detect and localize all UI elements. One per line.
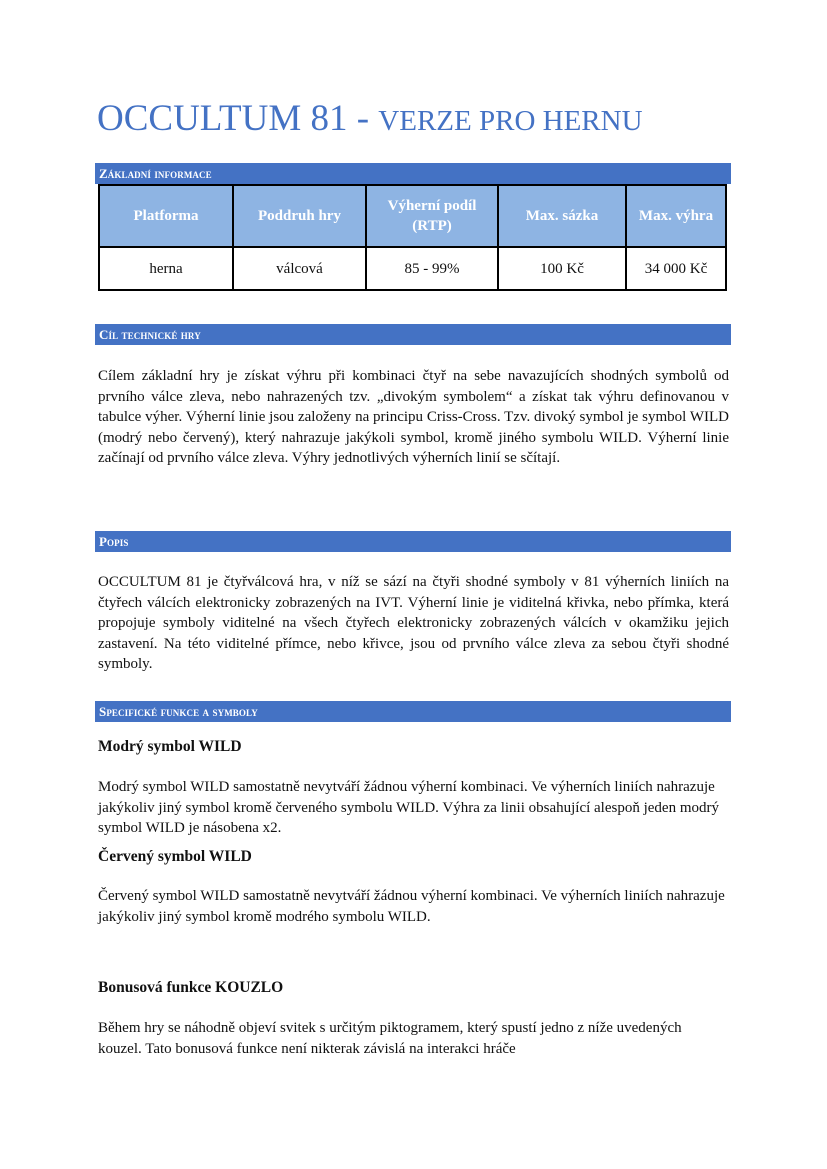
cell-rtp: 85 - 99%: [366, 247, 498, 290]
table-header-row: [99, 185, 726, 247]
column-header-max-bet: Max. sázka: [498, 185, 626, 247]
feature-title-spell-bonus: Bonusová funkce KOUZLO: [98, 979, 284, 996]
section-header-basic-info: Základní informace: [95, 163, 731, 184]
goal-paragraph: Cílem základní hry je získat výhru při kombinaci čtyř na sebe navazujících shodných symbolů od prvního válce zleva, nebo nahrazených tzv. „divokým symbolem“ a získat tak výhru definovanou v tabulce výher. Výherní linie jsou založeny na principu Criss-Cross. Tzv. divoký symbol je symbol WILD (modrý nebo červený), který nahrazuje jakýkoli symbol, kromě jiného symbolu WILD. Výherní linie začínají od prvního válce zleva. Výhry jednotlivých výherních linií se sčítají.: [98, 368, 729, 466]
feature-title-red-wild: Červený symbol WILD: [98, 848, 252, 865]
cell-subtype: válcová: [233, 247, 366, 290]
description-paragraph: OCCULTUM 81 je čtyřválcová hra, v níž se sází na čtyři shodné symboly v 81 výherních liniích na čtyřech válcích elektronicky zobrazených na IVT. Výherní linie je viditelná křivka, nebo přímka, která propojuje symboly viditelné na všech čtyřech elektronicky zobrazených válcích v okamžiku jejich zastavení. Na této viditelné přímce, nebo křivce, jsou od prvního válce zleva za sebou čtyři shodné symboly.: [98, 574, 729, 672]
column-header-subtype: Poddruh hry: [233, 185, 366, 247]
section-header-features: Specifické funkce a symboly: [95, 701, 731, 722]
column-header-rtp: Výherní podíl (RTP): [366, 185, 498, 247]
title-subtitle: VERZE PRO HERNU: [378, 105, 643, 137]
column-header-max-win: Max. výhra: [626, 185, 726, 247]
cell-platform: herna: [99, 247, 233, 290]
title-main: OCCULTUM 81 -: [97, 98, 379, 139]
cell-max-win: 34 000 Kč: [626, 247, 726, 290]
section-header-goal: Cíl technické hry: [95, 324, 731, 345]
basic-info-table: [98, 184, 727, 291]
column-header-platform: Platforma: [99, 185, 233, 247]
section-header-description: Popis: [95, 531, 731, 552]
feature-text-red-wild: Červený symbol WILD samostatně nevytváří žádnou výherní kombinaci. Ve výherních liniích nahrazuje jakýkoliv jiný symbol kromě modrého symbolu WILD.: [98, 888, 725, 925]
feature-text-spell-bonus: Během hry se náhodně objeví svitek s určitým piktogramem, který spustí jedno z níže uvedených kouzel. Tato bonusová funkce není nikterak závislá na interakci hráče: [98, 1020, 682, 1057]
feature-text-blue-wild: Modrý symbol WILD samostatně nevytváří žádnou výherní kombinaci. Ve výherních liniích nahrazuje jakýkoliv jiný symbol kromě červeného symbolu WILD. Výhra za linii obsahující alespoň jeden modrý symbol WILD je násobena x2.: [98, 779, 719, 836]
table-row: [99, 247, 726, 290]
feature-title-blue-wild: Modrý symbol WILD: [98, 738, 242, 755]
page-title: [97, 100, 643, 137]
cell-max-bet: 100 Kč: [498, 247, 626, 290]
